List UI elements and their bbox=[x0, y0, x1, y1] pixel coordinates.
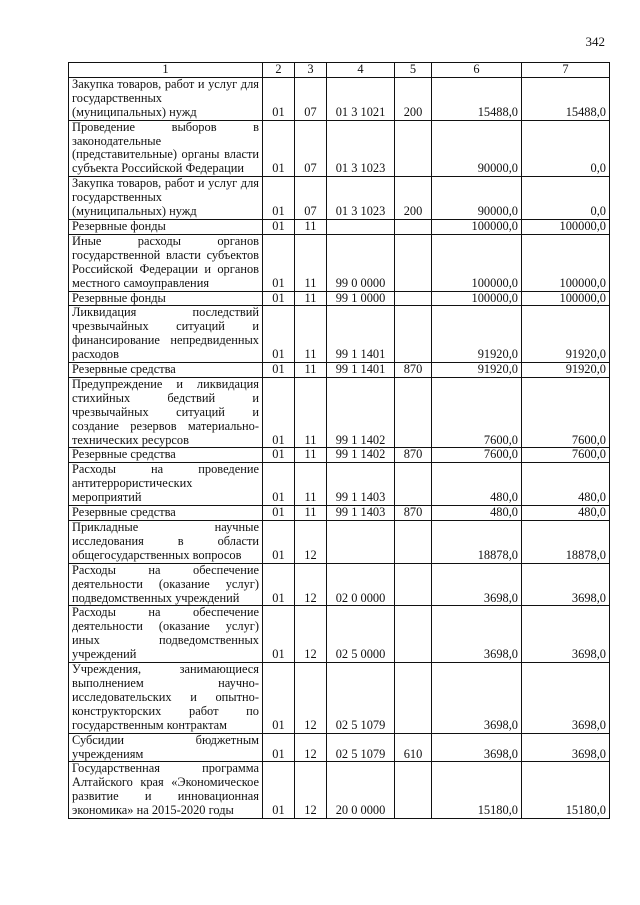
subsection-code: 11 bbox=[295, 363, 327, 378]
subsection-code: 11 bbox=[295, 234, 327, 291]
amount-col-6: 100000,0 bbox=[432, 219, 522, 234]
expense-type-code: 200 bbox=[395, 77, 432, 120]
amount-col-7: 100000,0 bbox=[522, 291, 610, 306]
section-code: 01 bbox=[263, 219, 295, 234]
section-code: 01 bbox=[263, 377, 295, 448]
row-name: Государственная программа Алтайского края «Экономическое развитие и инновационная экономика» на 2015-2020 годы bbox=[69, 762, 263, 819]
expense-type-code bbox=[395, 377, 432, 448]
row-name: Учреждения, занимающиеся выполнением научно-исследовательских и опытно-конструкторских работ по государственным контрактам bbox=[69, 663, 263, 734]
amount-col-6: 3698,0 bbox=[432, 663, 522, 734]
amount-col-6: 18878,0 bbox=[432, 521, 522, 564]
expense-type-code bbox=[395, 563, 432, 606]
subsection-code: 11 bbox=[295, 306, 327, 363]
row-name: Закупка товаров, работ и услуг для государственных (муниципальных) нужд bbox=[69, 177, 263, 220]
section-code: 01 bbox=[263, 733, 295, 762]
table-row bbox=[69, 120, 610, 177]
expense-type-code: 200 bbox=[395, 177, 432, 220]
row-name: Проведение выборов в законодательные (представительные) органы власти субъекта Российской Федерации bbox=[69, 120, 263, 177]
table-row bbox=[69, 463, 610, 506]
section-code: 01 bbox=[263, 291, 295, 306]
expense-type-code bbox=[395, 291, 432, 306]
subsection-code: 12 bbox=[295, 663, 327, 734]
table-row bbox=[69, 762, 610, 819]
subsection-code: 07 bbox=[295, 120, 327, 177]
table-row bbox=[69, 363, 610, 378]
amount-col-7: 7600,0 bbox=[522, 377, 610, 448]
row-name: Субсидии бюджетным учреждениям bbox=[69, 733, 263, 762]
header-col-2: 2 bbox=[263, 63, 295, 78]
target-article-code: 99 1 0000 bbox=[327, 291, 395, 306]
row-name: Закупка товаров, работ и услуг для государственных (муниципальных) нужд bbox=[69, 77, 263, 120]
target-article-code: 01 3 1023 bbox=[327, 177, 395, 220]
table-row bbox=[69, 234, 610, 291]
amount-col-6: 3698,0 bbox=[432, 606, 522, 663]
subsection-code: 12 bbox=[295, 733, 327, 762]
header-col-3: 3 bbox=[295, 63, 327, 78]
target-article-code bbox=[327, 521, 395, 564]
table-row bbox=[69, 177, 610, 220]
subsection-code: 11 bbox=[295, 377, 327, 448]
target-article-code: 02 5 0000 bbox=[327, 606, 395, 663]
table-row bbox=[69, 291, 610, 306]
row-name: Расходы на проведение антитеррористических мероприятий bbox=[69, 463, 263, 506]
table-row bbox=[69, 448, 610, 463]
table-row bbox=[69, 306, 610, 363]
amount-col-7: 3698,0 bbox=[522, 606, 610, 663]
target-article-code: 99 1 1401 bbox=[327, 363, 395, 378]
amount-col-6: 7600,0 bbox=[432, 448, 522, 463]
amount-col-7: 3698,0 bbox=[522, 663, 610, 734]
subsection-code: 12 bbox=[295, 762, 327, 819]
row-name: Прикладные научные исследования в области общегосударственных вопросов bbox=[69, 521, 263, 564]
header-col-6: 6 bbox=[432, 63, 522, 78]
section-code: 01 bbox=[263, 448, 295, 463]
target-article-code: 01 3 1023 bbox=[327, 120, 395, 177]
section-code: 01 bbox=[263, 506, 295, 521]
table-row bbox=[69, 663, 610, 734]
section-code: 01 bbox=[263, 77, 295, 120]
row-name: Резервные средства bbox=[69, 448, 263, 463]
amount-col-7: 100000,0 bbox=[522, 219, 610, 234]
section-code: 01 bbox=[263, 234, 295, 291]
amount-col-6: 100000,0 bbox=[432, 291, 522, 306]
subsection-code: 11 bbox=[295, 463, 327, 506]
amount-col-7: 91920,0 bbox=[522, 306, 610, 363]
subsection-code: 11 bbox=[295, 291, 327, 306]
target-article-code: 99 1 1403 bbox=[327, 463, 395, 506]
row-name: Резервные фонды bbox=[69, 219, 263, 234]
expense-type-code bbox=[395, 606, 432, 663]
table-row bbox=[69, 506, 610, 521]
target-article-code: 99 0 0000 bbox=[327, 234, 395, 291]
page-number: 342 bbox=[585, 34, 605, 49]
section-code: 01 bbox=[263, 363, 295, 378]
target-article-code: 99 1 1401 bbox=[327, 306, 395, 363]
amount-col-6: 7600,0 bbox=[432, 377, 522, 448]
table-row bbox=[69, 733, 610, 762]
subsection-code: 07 bbox=[295, 77, 327, 120]
subsection-code: 12 bbox=[295, 563, 327, 606]
header-col-1: 1 bbox=[69, 63, 263, 78]
row-name: Резервные фонды bbox=[69, 291, 263, 306]
subsection-code: 07 bbox=[295, 177, 327, 220]
amount-col-7: 3698,0 bbox=[522, 733, 610, 762]
row-name: Резервные средства bbox=[69, 363, 263, 378]
section-code: 01 bbox=[263, 177, 295, 220]
expense-type-code: 870 bbox=[395, 363, 432, 378]
section-code: 01 bbox=[263, 606, 295, 663]
amount-col-6: 480,0 bbox=[432, 463, 522, 506]
target-article-code: 99 1 1402 bbox=[327, 448, 395, 463]
section-code: 01 bbox=[263, 306, 295, 363]
amount-col-7: 0,0 bbox=[522, 177, 610, 220]
subsection-code: 12 bbox=[295, 521, 327, 564]
header-col-7: 7 bbox=[522, 63, 610, 78]
amount-col-7: 0,0 bbox=[522, 120, 610, 177]
subsection-code: 11 bbox=[295, 448, 327, 463]
row-name: Расходы на обеспечение деятельности (оказание услуг) подведомственных учреждений bbox=[69, 563, 263, 606]
target-article-code: 02 5 1079 bbox=[327, 733, 395, 762]
header-row bbox=[69, 63, 610, 78]
amount-col-7: 15180,0 bbox=[522, 762, 610, 819]
row-name: Предупреждение и ликвидация стихийных бедствий и чрезвычайных ситуаций и создание резервов материально-технических ресурсов bbox=[69, 377, 263, 448]
amount-col-7: 480,0 bbox=[522, 463, 610, 506]
target-article-code: 20 0 0000 bbox=[327, 762, 395, 819]
expense-type-code: 870 bbox=[395, 448, 432, 463]
amount-col-7: 18878,0 bbox=[522, 521, 610, 564]
row-name: Резервные средства bbox=[69, 506, 263, 521]
section-code: 01 bbox=[263, 521, 295, 564]
amount-col-6: 90000,0 bbox=[432, 177, 522, 220]
expense-type-code bbox=[395, 219, 432, 234]
section-code: 01 bbox=[263, 563, 295, 606]
amount-col-7: 15488,0 bbox=[522, 77, 610, 120]
amount-col-6: 90000,0 bbox=[432, 120, 522, 177]
amount-col-6: 480,0 bbox=[432, 506, 522, 521]
target-article-code: 99 1 1403 bbox=[327, 506, 395, 521]
expense-type-code bbox=[395, 306, 432, 363]
table-row bbox=[69, 77, 610, 120]
subsection-code: 12 bbox=[295, 606, 327, 663]
amount-col-6: 3698,0 bbox=[432, 563, 522, 606]
section-code: 01 bbox=[263, 463, 295, 506]
expense-type-code bbox=[395, 663, 432, 734]
table-row bbox=[69, 219, 610, 234]
table-row bbox=[69, 377, 610, 448]
expense-type-code bbox=[395, 234, 432, 291]
expense-type-code: 870 bbox=[395, 506, 432, 521]
amount-col-6: 91920,0 bbox=[432, 306, 522, 363]
target-article-code: 02 0 0000 bbox=[327, 563, 395, 606]
expense-type-code bbox=[395, 463, 432, 506]
amount-col-7: 480,0 bbox=[522, 506, 610, 521]
table-row bbox=[69, 521, 610, 564]
target-article-code: 02 5 1079 bbox=[327, 663, 395, 734]
section-code: 01 bbox=[263, 762, 295, 819]
amount-col-6: 91920,0 bbox=[432, 363, 522, 378]
table-row bbox=[69, 606, 610, 663]
header-col-4: 4 bbox=[327, 63, 395, 78]
amount-col-6: 15488,0 bbox=[432, 77, 522, 120]
subsection-code: 11 bbox=[295, 506, 327, 521]
section-code: 01 bbox=[263, 120, 295, 177]
target-article-code: 01 3 1021 bbox=[327, 77, 395, 120]
subsection-code: 11 bbox=[295, 219, 327, 234]
row-name: Иные расходы органов государственной власти субъектов Российской Федерации и органов местного самоуправления bbox=[69, 234, 263, 291]
expense-type-code bbox=[395, 120, 432, 177]
amount-col-7: 91920,0 bbox=[522, 363, 610, 378]
amount-col-7: 100000,0 bbox=[522, 234, 610, 291]
target-article-code: 99 1 1402 bbox=[327, 377, 395, 448]
expense-type-code bbox=[395, 762, 432, 819]
expense-type-code: 610 bbox=[395, 733, 432, 762]
amount-col-7: 3698,0 bbox=[522, 563, 610, 606]
row-name: Ликвидация последствий чрезвычайных ситуаций и финансирование непредвиденных расходов bbox=[69, 306, 263, 363]
table-row bbox=[69, 563, 610, 606]
target-article-code bbox=[327, 219, 395, 234]
amount-col-7: 7600,0 bbox=[522, 448, 610, 463]
amount-col-6: 15180,0 bbox=[432, 762, 522, 819]
budget-table bbox=[68, 62, 610, 819]
header-col-5: 5 bbox=[395, 63, 432, 78]
section-code: 01 bbox=[263, 663, 295, 734]
amount-col-6: 100000,0 bbox=[432, 234, 522, 291]
amount-col-6: 3698,0 bbox=[432, 733, 522, 762]
expense-type-code bbox=[395, 521, 432, 564]
row-name: Расходы на обеспечение деятельности (оказание услуг) иных подведомственных учреждений bbox=[69, 606, 263, 663]
